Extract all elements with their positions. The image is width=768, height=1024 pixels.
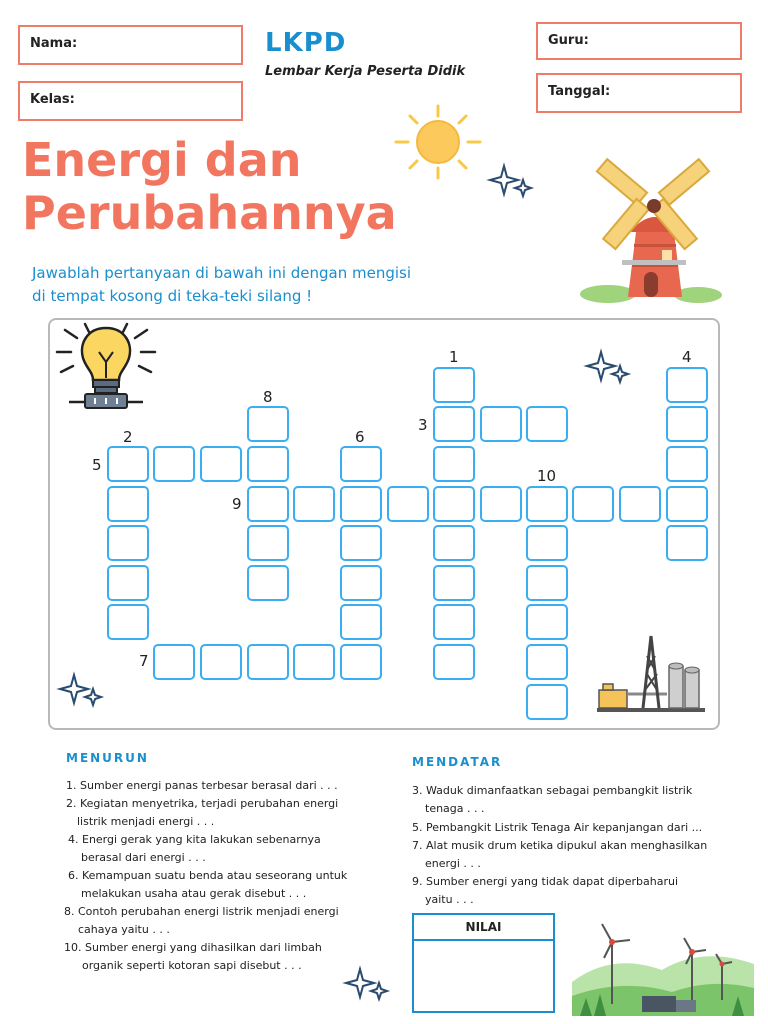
crossword-cell[interactable] (107, 446, 149, 482)
crossword-cell[interactable] (340, 565, 382, 601)
crossword-cell[interactable] (526, 406, 568, 442)
crossword-cell[interactable] (433, 486, 475, 522)
crossword-cell[interactable] (247, 525, 289, 561)
page-title-line2: Perubahannya (22, 186, 397, 240)
crossword-cell[interactable] (247, 446, 289, 482)
sparkle-icon (346, 967, 388, 1003)
clue-number-10: 10 (537, 467, 557, 485)
mendatar-clue (412, 782, 692, 818)
crossword-cell[interactable] (666, 525, 708, 561)
crossword-cell[interactable] (107, 565, 149, 601)
crossword-cell[interactable] (526, 565, 568, 601)
clue-text: 10. Sumber energi yang dihasilkan dari limbah (64, 941, 322, 954)
guru-field[interactable] (536, 22, 742, 60)
clue-number-5: 5 (92, 456, 102, 474)
crossword-cell[interactable] (153, 644, 195, 680)
menurun-clue (64, 903, 339, 939)
crossword-cell[interactable] (526, 525, 568, 561)
crossword-cell[interactable] (247, 644, 289, 680)
crossword-cell[interactable] (107, 525, 149, 561)
sparkle-icon (587, 350, 629, 386)
crossword-cell[interactable] (433, 406, 475, 442)
crossword-cell[interactable] (480, 406, 522, 442)
clue-text: 4. Energi gerak yang kita lakukan sebenarnya (68, 833, 321, 846)
windmill-icon (578, 152, 728, 302)
crossword-cell[interactable] (200, 446, 242, 482)
clue-text: cahaya yaitu . . . (78, 923, 170, 936)
clue-number-7: 7 (139, 652, 149, 670)
crossword-cell[interactable] (433, 525, 475, 561)
crossword-cell[interactable] (666, 406, 708, 442)
menurun-heading: MENURUN (66, 751, 149, 765)
clue-number-2: 2 (123, 428, 133, 446)
instruction-text (32, 262, 482, 308)
instruction-line2: di tempat kosong di teka-teki silang ! (32, 287, 313, 305)
crossword-cell[interactable] (480, 486, 522, 522)
clue-number-3: 3 (418, 416, 428, 434)
nilai-box[interactable] (412, 913, 555, 1013)
clue-text: 8. Contoh perubahan energi listrik menjadi energi (64, 905, 339, 918)
kelas-label: Kelas: (30, 92, 75, 107)
mendatar-clue (412, 873, 678, 909)
clue-text: melakukan usaha atau gerak disebut . . . (81, 887, 307, 900)
crossword-cell[interactable] (433, 644, 475, 680)
crossword-cell[interactable] (340, 604, 382, 640)
crossword-cell[interactable] (107, 604, 149, 640)
kelas-field[interactable] (18, 81, 243, 121)
clue-text: berasal dari energi . . . (81, 851, 206, 864)
crossword-cell[interactable] (340, 486, 382, 522)
clue-text: organik seperti kotoran sapi disebut . . . (82, 959, 302, 972)
clue-text: tenaga . . . (425, 802, 485, 815)
crossword-cell[interactable] (340, 446, 382, 482)
crossword-cell[interactable] (247, 406, 289, 442)
clue-text: 1. Sumber energi panas terbesar berasal dari . . . (66, 779, 338, 792)
lkpd-subtitle: Lembar Kerja Peserta Didik (265, 64, 466, 79)
crossword-cell[interactable] (526, 486, 568, 522)
crossword-cell[interactable] (572, 486, 614, 522)
crossword-cell[interactable] (433, 604, 475, 640)
mendatar-clue (412, 837, 707, 873)
nilai-label: NILAI (414, 915, 553, 941)
mendatar-heading: MENDATAR (412, 755, 503, 769)
clue-text: yaitu . . . (425, 893, 474, 906)
menurun-clue (68, 867, 347, 903)
sparkle-icon (490, 164, 532, 200)
clue-text: energi . . . (425, 857, 481, 870)
sun-icon (388, 102, 488, 182)
sparkle-icon (60, 673, 102, 709)
crossword-cell[interactable] (247, 565, 289, 601)
mendatar-clue (412, 819, 702, 837)
clue-number-9: 9 (232, 495, 242, 513)
crossword-cell[interactable] (619, 486, 661, 522)
clue-number-8: 8 (263, 388, 273, 406)
crossword-cell[interactable] (340, 525, 382, 561)
crossword-cell[interactable] (433, 367, 475, 403)
menurun-clue (66, 777, 338, 795)
clue-number-1: 1 (449, 348, 459, 366)
crossword-cell[interactable] (293, 644, 335, 680)
clue-text: 2. Kegiatan menyetrika, terjadi perubahan energi (66, 797, 339, 810)
clue-number-4: 4 (682, 348, 692, 366)
menurun-clue (64, 939, 322, 975)
crossword-cell[interactable] (666, 446, 708, 482)
menurun-clue (66, 795, 338, 831)
crossword-cell[interactable] (666, 367, 708, 403)
crossword-cell[interactable] (526, 604, 568, 640)
clue-text: 7. Alat musik drum ketika dipukul akan menghasilkan (412, 839, 708, 852)
crossword-cell[interactable] (107, 486, 149, 522)
lightbulb-icon (55, 322, 157, 410)
nama-field[interactable] (18, 25, 243, 65)
wind-turbine-landscape-icon (572, 912, 754, 1016)
crossword-cell[interactable] (153, 446, 195, 482)
crossword-cell[interactable] (666, 486, 708, 522)
clue-text: 3. Waduk dimanfaatkan sebagai pembangkit listrik (412, 784, 693, 797)
tanggal-label: Tanggal: (548, 84, 611, 99)
clue-text: listrik menjadi energi . . . (77, 815, 215, 828)
crossword-cell[interactable] (387, 486, 429, 522)
crossword-cell[interactable] (293, 486, 335, 522)
nama-label: Nama: (30, 36, 78, 51)
crossword-cell[interactable] (433, 446, 475, 482)
crossword-cell[interactable] (340, 644, 382, 680)
clue-number-6: 6 (355, 428, 365, 446)
crossword-cell[interactable] (433, 565, 475, 601)
instruction-line1: Jawablah pertanyaan di bawah ini dengan mengisi (32, 264, 412, 282)
lkpd-heading: LKPD (265, 28, 347, 58)
crossword-cell[interactable] (247, 486, 289, 522)
page-title-line1: Energi dan (22, 133, 302, 187)
crossword-cell[interactable] (526, 684, 568, 720)
crossword-cell[interactable] (526, 644, 568, 680)
clue-text: 6. Kemampuan suatu benda atau seseorang untuk (68, 869, 348, 882)
crossword-cell[interactable] (200, 644, 242, 680)
menurun-clue (68, 831, 321, 867)
clue-text: 5. Pembangkit Listrik Tenaga Air kepanjangan dari ... (412, 821, 703, 834)
power-plant-icon (597, 634, 707, 712)
tanggal-field[interactable] (536, 73, 742, 113)
guru-label: Guru: (548, 33, 589, 48)
clue-text: 9. Sumber energi yang tidak dapat diperbaharui (412, 875, 679, 888)
